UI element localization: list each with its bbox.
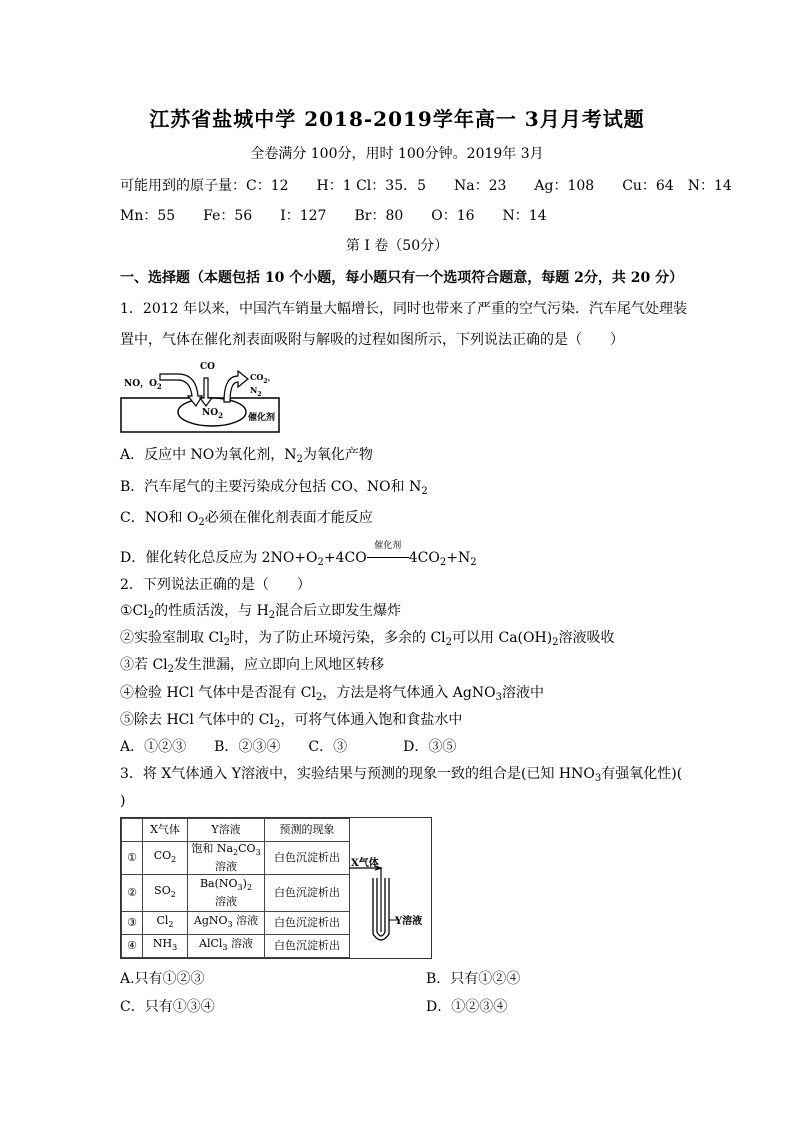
row-number: ② <box>122 875 143 912</box>
q2-statement-5: ⑤除去 HCl 气体中的 $Cl_2$，可将气体通入饱和食盐水中 <box>120 712 463 730</box>
q3-option-c[interactable]: C．只有①③④ <box>120 999 215 1015</box>
q3-stem-line-1: 3．将 X气体通入 Y溶液中，实验结果与预测的现象一致的组合是(已知 $HNO_3$有强氧化性)( <box>120 766 683 784</box>
q3-table-figure <box>120 817 432 959</box>
q2-options[interactable]: A．①②③ B．②③④ C．③ D．③⑤ <box>120 739 457 755</box>
q3-option-a[interactable]: A.只有①②③ <box>120 971 205 987</box>
table-header: X气体 <box>143 819 188 842</box>
apparatus-label-x: X气体 <box>351 858 379 869</box>
x-gas: $Cl_2$ <box>143 912 188 935</box>
x-gas: $CO_2$ <box>143 842 188 875</box>
y-solution: AgNO$_3$ 溶液 <box>188 912 265 935</box>
atomic-mass-line-2: Mn：55 Fe：56 I：127 Br：80 O：16 N：14 <box>120 208 547 224</box>
apparatus-label-y: Y溶液 <box>395 916 423 927</box>
section-heading: 一、选择题（本题包括 10 个小题，每小题只有一个选项符合题意，每题 2分，共 20 分） <box>120 270 684 286</box>
phenomenon: 白色沉淀析出 <box>265 912 350 935</box>
q1-option-a[interactable]: A．反应中 NO为氧化剂，$N_2$为氧化产物 <box>120 447 373 465</box>
phenomenon: 白色沉淀析出 <box>265 842 350 875</box>
q3-table <box>121 818 350 958</box>
q1-stem-line-1: 1．2012 年以来，中国汽车销量大幅增长，同时也带来了严重的空气污染．汽车尾气处理装 <box>120 301 687 317</box>
q3-option-d[interactable]: D．①②③④ <box>426 999 508 1015</box>
row-number: ① <box>122 842 143 875</box>
q1-catalyst-figure <box>120 362 280 434</box>
q3-option-b[interactable]: B．只有①②④ <box>426 971 521 987</box>
exam-subtitle: 全卷满分 100分，用时 100分钟。2019年 3月 <box>250 146 544 162</box>
y-solution: $Ba(NO_3)_2$ 溶液 <box>188 875 265 912</box>
reaction-arrow: 催化剂 <box>367 548 409 568</box>
table-row <box>122 842 350 875</box>
q2-statement-4: ④检验 HCl 气体中是否混有 $Cl_2$，方法是将气体通入 AgNO$_3$溶液中 <box>120 685 544 703</box>
table-row <box>122 912 350 935</box>
q2-statement-2: ②实验室制取 $Cl_2$时，为了防止环境污染，多余的 $Cl_2$可以用 $Ca(OH)_2$溶液吸收 <box>120 630 615 648</box>
y-solution: 饱和 $Na_2CO_3$ 溶液 <box>188 842 265 875</box>
part-title: 第 I 卷（50分） <box>345 238 449 254</box>
q2-statement-3: ③若 $Cl_2$发生泄漏，应立即向上风地区转移 <box>120 657 385 675</box>
figure-label-in: NO，$O_2$ <box>124 379 162 391</box>
atomic-mass-line-1: 可能用到的原子量：C：12 H：1 Cl：35．5 Na：23 Ag：108 Cu：64 N：14 <box>120 178 732 194</box>
y-solution: AlCl$_3$ 溶液 <box>188 935 265 958</box>
row-number: ③ <box>122 912 143 935</box>
q1-option-d[interactable]: D．催化转化总反应为 $2NO+O_2+4CO$ 催化剂 $4CO_2+N_2$ <box>120 541 477 568</box>
table-header <box>122 819 143 842</box>
x-gas: $SO_2$ <box>143 875 188 912</box>
q3-stem-line-2: ) <box>120 793 126 809</box>
phenomenon: 白色沉淀析出 <box>265 935 350 958</box>
figure-label-out: $CO_2$，$N_2$ <box>250 372 276 398</box>
table-row <box>122 935 350 958</box>
figure-label-no2: $NO_2$ <box>202 408 223 420</box>
table-header: 预测的现象 <box>265 819 350 842</box>
figure-label-co: CO <box>200 362 216 372</box>
table-header-row <box>122 819 350 842</box>
arrow-in-icon <box>160 374 202 406</box>
table-header: Y溶液 <box>188 819 265 842</box>
q1-option-b[interactable]: B．汽车尾气的主要污染成分包括 CO、NO和 $N_2$ <box>120 479 428 497</box>
table-row <box>122 875 350 912</box>
test-tube-apparatus <box>345 820 429 954</box>
q1-stem-line-2: 置中，气体在催化剂表面吸附与解吸的过程如图所示，下列说法正确的是（ ） <box>120 332 624 348</box>
x-gas: $NH_3$ <box>143 935 188 958</box>
row-number: ④ <box>122 935 143 958</box>
q2-statement-1: $①Cl_2$的性质活泼，与 $H_2$混合后立即发生爆炸 <box>120 603 402 621</box>
q1-option-c[interactable]: C．NO和 $O_2$必须在催化剂表面才能反应 <box>120 510 373 528</box>
q2-stem: 2．下列说法正确的是（ ） <box>120 577 311 593</box>
test-tube-icon <box>345 820 429 954</box>
page-title: 江苏省盐城中学 2018-2019学年高一 3月月考试题 <box>149 107 645 131</box>
figure-label-catalyst: 催化剂 <box>248 413 276 423</box>
phenomenon: 白色沉淀析出 <box>265 875 350 912</box>
